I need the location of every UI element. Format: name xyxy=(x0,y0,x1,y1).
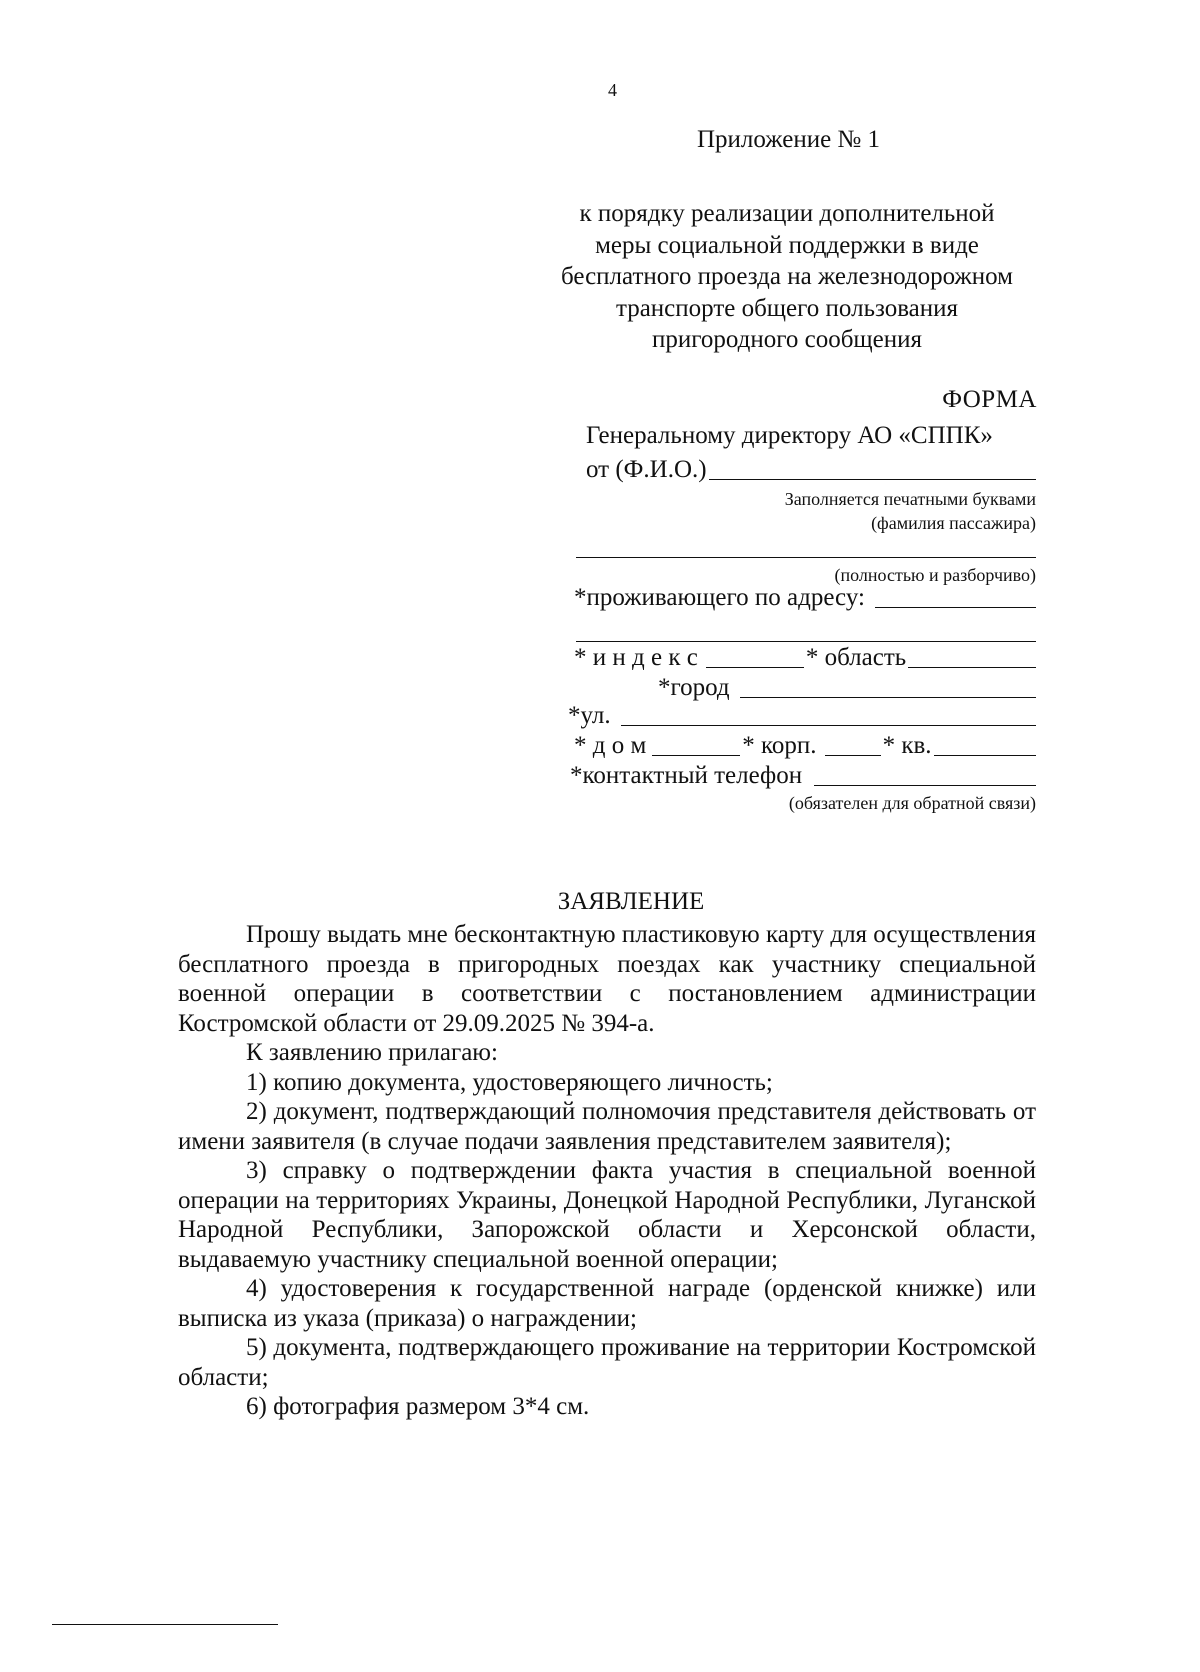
appendix-line: бесплатного проезда на железнодорожном xyxy=(560,263,1014,290)
attachment-item: 4) удостоверения к государственной награде (орденской книжке) или выписка из указа (приказа) о награждении; xyxy=(178,1275,1036,1332)
phone-field[interactable] xyxy=(814,785,1036,786)
fio-field[interactable] xyxy=(709,479,1036,480)
note-print: Заполняется печатными буквами xyxy=(784,489,1036,509)
statement-title: ЗАЯВЛЕНИЕ xyxy=(557,888,705,915)
attachments-heading: К заявлению прилагаю: xyxy=(246,1039,498,1066)
address-row xyxy=(574,582,1036,612)
addressee-to-text: Генеральному директору АО «СППК» xyxy=(586,422,993,449)
region-label: * область xyxy=(805,644,907,671)
phone-row xyxy=(570,760,1036,790)
address-label: *проживающего по адресу: xyxy=(574,584,865,611)
attachment-item: 1) копию документа, удостоверяющего личность; xyxy=(246,1068,773,1096)
index-label: * и н д е к с xyxy=(574,644,698,671)
house-row xyxy=(574,730,1036,760)
apartment-label: * кв. xyxy=(882,732,932,759)
city-row xyxy=(658,672,1036,702)
note-full: (полностью и разборчиво) xyxy=(834,565,1036,585)
fio-continued-field[interactable] xyxy=(576,557,1036,558)
building-label: * корп. xyxy=(742,732,817,759)
address-field[interactable] xyxy=(875,607,1036,608)
street-row xyxy=(568,700,1036,730)
appendix-line: пригородного сообщения xyxy=(651,326,923,353)
phone-label: *контактный телефон xyxy=(570,762,803,789)
appendix-line: транспорте общего пользования xyxy=(615,294,959,322)
page-number: 4 xyxy=(608,80,617,100)
street-label: *ул. xyxy=(568,702,611,729)
attachment-item: 5) документа, подтверждающего проживание на территории Костромской области; xyxy=(178,1334,1036,1391)
attachment-item: 6) фотография размером 3*4 см. xyxy=(246,1393,590,1420)
attachment-item: 3) справку о подтверждении факта участия в специальной военной операции на территориях Украины, Донецкой Народной Республики, Луганской Народной Республики, Запорожской области и Херсонской области, выдаваемую участнику специальной военной операции; xyxy=(178,1157,1036,1273)
house-field[interactable] xyxy=(652,755,740,756)
phone-note: (обязателен для обратной связи) xyxy=(788,793,1036,813)
statement-paragraph: Прошу выдать мне бесконтактную пластиковую карту для осуществления бесплатного проезда в пригородных поездах как участнику специальной военной операции в соответствии с постановлением администрации Костромской области от 29.09.2025 № 394-а. xyxy=(178,921,1036,1037)
note-surname: (фамилия пассажира) xyxy=(871,513,1036,533)
building-field[interactable] xyxy=(825,755,881,756)
appendix-line: меры социальной поддержки в виде xyxy=(595,231,979,259)
apartment-field[interactable] xyxy=(934,755,1036,756)
statement-body xyxy=(178,920,1036,1422)
fio-continued-row xyxy=(574,532,1036,562)
from-row xyxy=(586,454,1036,484)
city-field[interactable] xyxy=(740,697,1036,698)
house-label: * д о м xyxy=(574,732,647,759)
form-label: ФОРМА xyxy=(942,386,1037,413)
appendix-title: Приложение № 1 xyxy=(697,126,881,153)
from-label: от (Ф.И.О.) xyxy=(586,456,707,483)
appendix-description xyxy=(540,198,1034,356)
addressee-to xyxy=(586,420,1036,450)
city-label: *город xyxy=(658,674,730,701)
index-region-row xyxy=(574,642,1036,672)
appendix-line: к порядку реализации дополнительной xyxy=(579,200,995,227)
index-field[interactable] xyxy=(706,667,804,668)
region-field[interactable] xyxy=(908,667,1036,668)
addressee-block xyxy=(568,420,1036,820)
street-field[interactable] xyxy=(621,725,1036,726)
footnote-separator xyxy=(52,1624,278,1625)
attachment-item: 2) документ, подтверждающий полномочия представителя действовать от имени заявителя (в случае подачи заявления представителем заявителя); xyxy=(178,1098,1036,1155)
